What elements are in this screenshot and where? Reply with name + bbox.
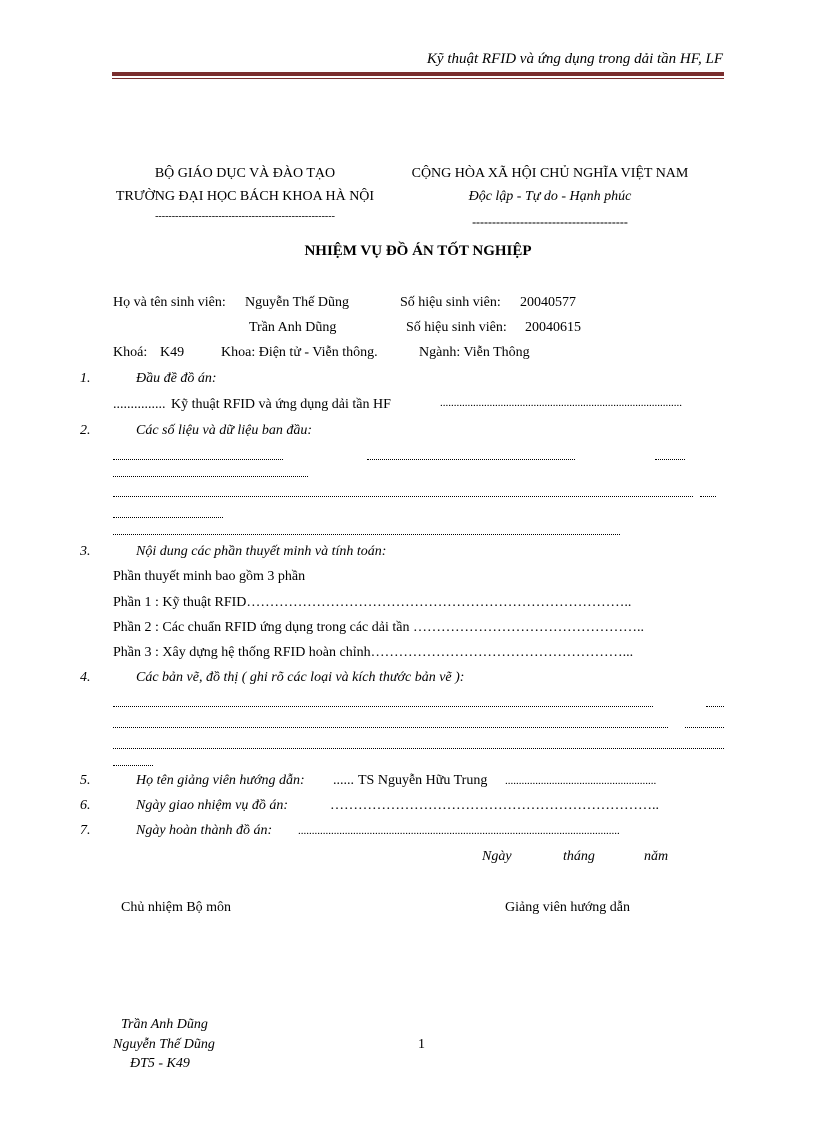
- signature-head-of-department: Chủ nhiệm Bộ môn: [121, 900, 232, 915]
- section4-line-2b: [685, 711, 724, 728]
- student-id-label-2: Số hiệu sinh viên:: [406, 320, 507, 335]
- date-day-label: Ngày: [482, 849, 512, 864]
- section4-line-1a: [113, 690, 653, 707]
- major: Ngành: Viễn Thông: [419, 345, 530, 360]
- running-header-title: Kỹ thuật RFID và ứng dụng trong dải tần HF, LF: [426, 51, 723, 67]
- section1-lead-dots: ...............: [113, 397, 166, 412]
- section1-number: 1.: [80, 371, 91, 386]
- section6-number: 6.: [80, 798, 91, 813]
- student2-id: 20040615: [525, 320, 581, 335]
- student2-name: Trần Anh Dũng: [249, 320, 337, 335]
- section2-line-3a: [113, 480, 693, 497]
- section5-trail-dots: .......................................................: [505, 775, 657, 787]
- section2-line-3b: [700, 480, 716, 497]
- course-value: K49: [160, 345, 185, 360]
- header-rule-thick: [112, 72, 724, 76]
- student-name-label: Họ và tên sinh viên:: [113, 295, 226, 310]
- country-name: CỘNG HÒA XÃ HỘI CHỦ NGHĨA VIỆT NAM: [411, 166, 689, 181]
- page-number: 1: [418, 1037, 425, 1052]
- section4-line-2a: [113, 711, 668, 728]
- section4-line-1b: [706, 690, 724, 707]
- section1-topic: Kỹ thuật RFID và ứng dụng dải tần HF: [171, 397, 391, 412]
- section4-title: Các bản vẽ, đồ thị ( ghi rõ các loại và kích thước bản vẽ ):: [136, 670, 465, 685]
- section1-title: Đầu đề đồ án:: [136, 371, 217, 386]
- student-id-label-1: Số hiệu sinh viên:: [400, 295, 501, 310]
- section2-line-4: [113, 501, 223, 518]
- section2-number: 2.: [80, 423, 91, 438]
- course-label: Khoá:: [113, 345, 148, 360]
- signature-supervisor: Giảng viên hướng dẫn: [505, 900, 631, 915]
- national-motto: Độc lập - Tự do - Hạnh phúc: [468, 189, 632, 204]
- date-month-label: tháng: [563, 849, 595, 864]
- section3-part1: Phần 1 : Kỹ thuật RFID………………………………………………………………………..: [113, 595, 632, 610]
- section3-intro: Phần thuyết minh bao gồm 3 phần: [113, 569, 306, 584]
- section2-title: Các số liệu và dữ liệu ban đầu:: [136, 423, 312, 438]
- section2-line-1c: [655, 443, 685, 460]
- footer-author-1: Trần Anh Dũng: [121, 1017, 208, 1032]
- left-divider: ------------------------------------------------------: [155, 211, 335, 222]
- right-divider: ---------------------------------------: [472, 215, 628, 229]
- footer-class: ĐT5 - K49: [130, 1056, 190, 1071]
- section7-title: Ngày hoàn thành đồ án:: [136, 823, 273, 838]
- section6-title: Ngày giao nhiệm vụ đồ án:: [136, 798, 289, 813]
- university-name: TRƯỜNG ĐẠI HỌC BÁCH KHOA HÀ NỘI: [115, 189, 375, 204]
- section5-lead-dots: ......: [333, 773, 354, 788]
- section4-line-3: [113, 732, 724, 749]
- footer-author-2: Nguyễn Thế Dũng: [113, 1037, 215, 1052]
- faculty: Khoa: Điện tử - Viễn thông.: [221, 345, 378, 360]
- student1-name: Nguyễn Thế Dũng: [245, 295, 349, 310]
- header-rule-thin: [112, 78, 724, 79]
- section7-trail-dots: .....................................................................................................................: [298, 825, 620, 837]
- section7-number: 7.: [80, 823, 91, 838]
- section3-part3: Phần 3 : Xây dựng hệ thống RFID hoàn chỉnh………………………………………………...: [113, 645, 634, 660]
- supervisor-name: TS Nguyễn Hữu Trung: [358, 773, 488, 788]
- section4-line-4: [113, 749, 153, 766]
- ministry-name: BỘ GIÁO DỤC VÀ ĐÀO TẠO: [154, 166, 336, 181]
- section5-number: 5.: [80, 773, 91, 788]
- section2-line-1b: [367, 443, 575, 460]
- section3-title: Nội dung các phần thuyết minh và tính toán:: [136, 544, 387, 559]
- section1-trail-dots: ........................................................................................: [440, 397, 682, 409]
- section3-part2: Phần 2 : Các chuẩn RFID ứng dụng trong các dải tần …………………………………………..: [113, 620, 644, 635]
- section4-number: 4.: [80, 670, 91, 685]
- document-title: NHIỆM VỤ ĐỒ ÁN TỐT NGHIỆP: [304, 243, 532, 259]
- student1-id: 20040577: [520, 295, 576, 310]
- section2-line-2: [113, 460, 308, 477]
- date-year-label: năm: [644, 849, 669, 864]
- section6-trail-dots: ……………………………………………………………..: [330, 798, 659, 813]
- section2-line-5: [113, 518, 620, 535]
- section3-number: 3.: [80, 544, 91, 559]
- section2-line-1a: [113, 443, 283, 460]
- section5-title: Họ tên giảng viên hướng dẫn:: [136, 773, 305, 788]
